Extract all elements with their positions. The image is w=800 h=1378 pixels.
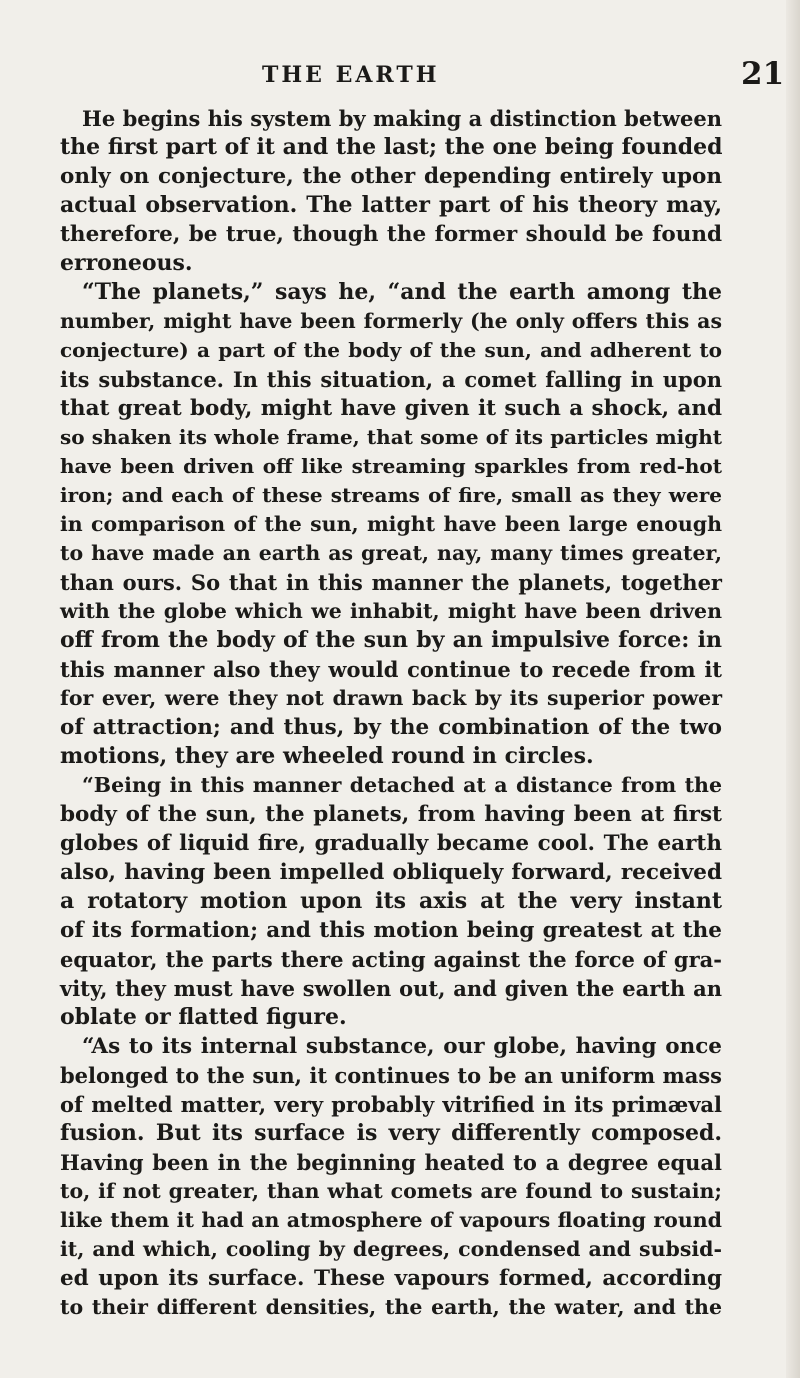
text-line: vity, they must have swollen out, and given the earth an	[60, 976, 722, 1001]
text-line: belonged to the sun, it continues to be an uniform mass	[60, 1063, 722, 1088]
text-line: for ever, were they not drawn back by its superior power	[60, 686, 722, 710]
text-line: of attraction; and thus, by the combination of the two	[60, 715, 722, 740]
text-line: erroneous.	[60, 250, 193, 276]
text-line: this manner also they would continue to recede from it	[60, 657, 722, 682]
text-line: to, if not greater, than what comets are found to sustain;	[60, 1179, 722, 1203]
text-line: to their different densities, the earth, the water, and the	[60, 1295, 722, 1319]
text-line: fusion. But its surface is very differently composed.	[60, 1120, 722, 1146]
text-line: number, might have been formerly (he only offers this as	[60, 309, 722, 333]
text-line: equator, the parts there acting against the force of gra-	[60, 947, 722, 972]
text-line: iron; and each of these streams of fire, small as they were	[60, 483, 722, 507]
text-line: than ours. So that in this manner the planets, together	[60, 570, 722, 595]
text-line: globes of liquid fire, gradually became cool. The earth	[60, 831, 722, 856]
text-line: in comparison of the sun, might have been large enough	[60, 512, 722, 536]
text-line: therefore, be true, though the former should be found	[60, 222, 722, 247]
text-line: of its formation; and this motion being greatest at the	[60, 918, 722, 943]
text-line: so shaken its whole frame, that some of its particles might	[60, 425, 722, 449]
text-line: “As to its internal substance, our globe, having once	[82, 1034, 722, 1059]
text-line: motions, they are wheeled round in circles.	[60, 743, 594, 769]
text-line: oblate or flatted figure.	[60, 1004, 347, 1030]
text-line: off from the body of the sun by an impulsive force: in	[60, 627, 722, 653]
text-line: its substance. In this situation, a comet falling in upon	[60, 367, 722, 392]
text-line: Having been in the beginning heated to a degree equal	[60, 1150, 722, 1175]
running-title: THE EARTH	[262, 62, 440, 88]
text-line: “The planets,” says he, “and the earth among the	[82, 279, 722, 305]
text-line: ed upon its surface. These vapours formed, according	[60, 1266, 722, 1291]
text-line: a rotatory motion upon its axis at the very instant	[60, 888, 722, 914]
text-line: “Being in this manner detached at a distance from the	[82, 773, 722, 797]
text-line: also, having been impelled obliquely forward, received	[60, 860, 722, 885]
text-line: He begins his system by making a distinction between	[82, 106, 722, 131]
text-line: conjecture) a part of the body of the sun, and adherent to	[60, 338, 722, 362]
text-line: that great body, might have given it such a shock, and	[60, 396, 722, 421]
text-line: the first part of it and the last; the one being founded	[60, 134, 723, 160]
text-line: it, and which, cooling by degrees, condensed and subsid-	[60, 1237, 722, 1261]
text-line: only on conjecture, the other depending entirely upon	[60, 164, 722, 189]
text-line: of melted matter, very probably vitrified in its primæval	[60, 1092, 722, 1117]
body-text	[60, 104, 722, 1322]
text-line: like them it had an atmosphere of vapours floating round	[60, 1208, 722, 1232]
running-header	[0, 56, 800, 98]
text-line: body of the sun, the planets, from having been at first	[60, 802, 722, 827]
page-number: 21	[741, 56, 785, 92]
page-edge	[786, 0, 800, 1378]
text-line: with the globe which we inhabit, might have been driven	[60, 599, 722, 623]
text-line: to have made an earth as great, nay, many times greater,	[60, 541, 722, 565]
text-line: have been driven off like streaming sparkles from red-hot	[60, 454, 722, 478]
text-line: actual observation. The latter part of his theory may,	[60, 192, 722, 218]
